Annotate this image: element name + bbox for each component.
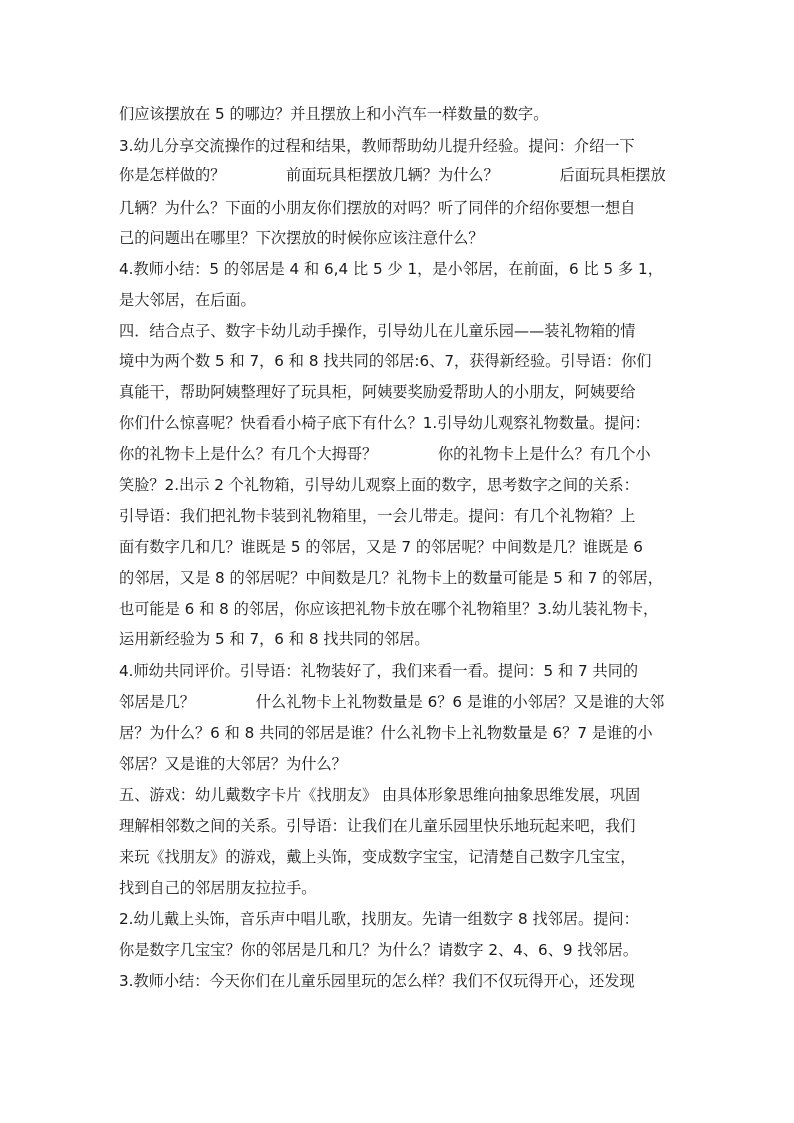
text-line: 2.幼儿戴上头饰，音乐声中唱儿歌，找朋友。先请一组数字 8 找邻居。提问： (119, 910, 639, 928)
text-line: 居？为什么？6 和 8 共同的邻居是谁？什么礼物卡上礼物数量是 6？7 是谁的小 (119, 724, 653, 742)
text-line: 理解相邻数之间的关系。引导语：让我们在儿童乐园里快乐地玩起来吧，我们 (119, 817, 636, 835)
text-line: 真能干，帮助阿姨整理好了玩具柜，阿姨要奖励爱帮助人的小朋友，阿姨要给 (119, 383, 636, 401)
text-line: 4.师幼共同评价。引导语：礼物装好了，我们来看一看。提问：5 和 7 共同的 (119, 662, 639, 680)
text-line: 3.教师小结：今天你们在儿童乐园里玩的怎么样？我们不仅玩得开心，还发现 (119, 972, 635, 990)
text-line: 也可能是 6 和 8 的邻居，你应该把礼物卡放在哪个礼物箱里？3.幼儿装礼物卡， (119, 600, 659, 618)
text-line: 境中为两个数 5 和 7，6 和 8 找共同的邻居:6、7，获得新经验。引导语：你们 (119, 352, 652, 370)
text-line: 运用新经验为 5 和 7，6 和 8 找共同的邻居。 (119, 630, 430, 648)
text-line: 来玩《找朋友》的游戏，戴上头饰，变成数字宝宝，记清楚自己数字几宝宝， (119, 848, 636, 866)
text-line: 的邻居，又是 8 的邻居呢？中间数是几？礼物卡上的数量可能是 5 和 7 的邻居， (119, 569, 663, 587)
text-line: 五、游戏：幼儿戴数字卡片《找朋友》 由具体形象思维向抽象思维发展，巩固 (119, 786, 641, 804)
text-line: 你是数字几宝宝？你的邻居是几和几？为什么？请数字 2、4、6、9 找邻居。 (119, 941, 639, 959)
text-line: 笑脸？2.出示 2 个礼物箱，引导幼儿观察上面的数字，思考数字之间的关系： (119, 476, 639, 494)
text-line: 邻居是几？ 什么礼物卡上礼物数量是 6？6 是谁的小邻居？又是谁的大邻 (119, 693, 665, 711)
text-line: 你们什么惊喜呢？快看看小椅子底下有什么？1.引导幼儿观察礼物数量。提问： (119, 414, 650, 432)
text-line: 己的问题出在哪里？下次摆放的时候你应该注意什么？ (119, 229, 484, 247)
text-line: 四．结合点子、数字卡幼儿动手操作，引导幼儿在儿童乐园——装礼物箱的情 (119, 322, 636, 340)
text-line: 几辆？为什么？下面的小朋友你们摆放的对吗？听了同伴的介绍你要想一想自 (119, 199, 636, 217)
text-line: 面有数字几和几？谁既是 5 的邻居，又是 7 的邻居呢？中间数是几？谁既是 6 (119, 538, 643, 556)
text-line: 3.幼儿分享交流操作的过程和结果，教师帮助幼儿提升经验。提问：介绍一下 (119, 137, 635, 155)
text-line: 4.教师小结：5 的邻居是 4 和 6,4 比 5 少 1，是小邻居，在前面，6 比 5 多 1， (119, 260, 663, 278)
text-line: 找到自己的邻居朋友拉拉手。 (119, 879, 317, 897)
text-line: 邻居？又是谁的大邻居？为什么？ (119, 755, 347, 773)
text-line: 是大邻居，在后面。 (119, 291, 256, 309)
text-line: 你的礼物卡上是什么？有几个大拇哥？ 你的礼物卡上是什么？有几个小 (119, 445, 651, 463)
text-line: 引导语：我们把礼物卡装到礼物箱里，一会儿带走。提问：有几个礼物箱？上 (119, 507, 636, 525)
text-line: 你是怎样做的？ 前面玩具柜摆放几辆？为什么？ 后面玩具柜摆放 (119, 166, 666, 184)
text-line: 们应该摆放在 5 的哪边？并且摆放上和小汽车一样数量的数字。 (119, 105, 549, 123)
